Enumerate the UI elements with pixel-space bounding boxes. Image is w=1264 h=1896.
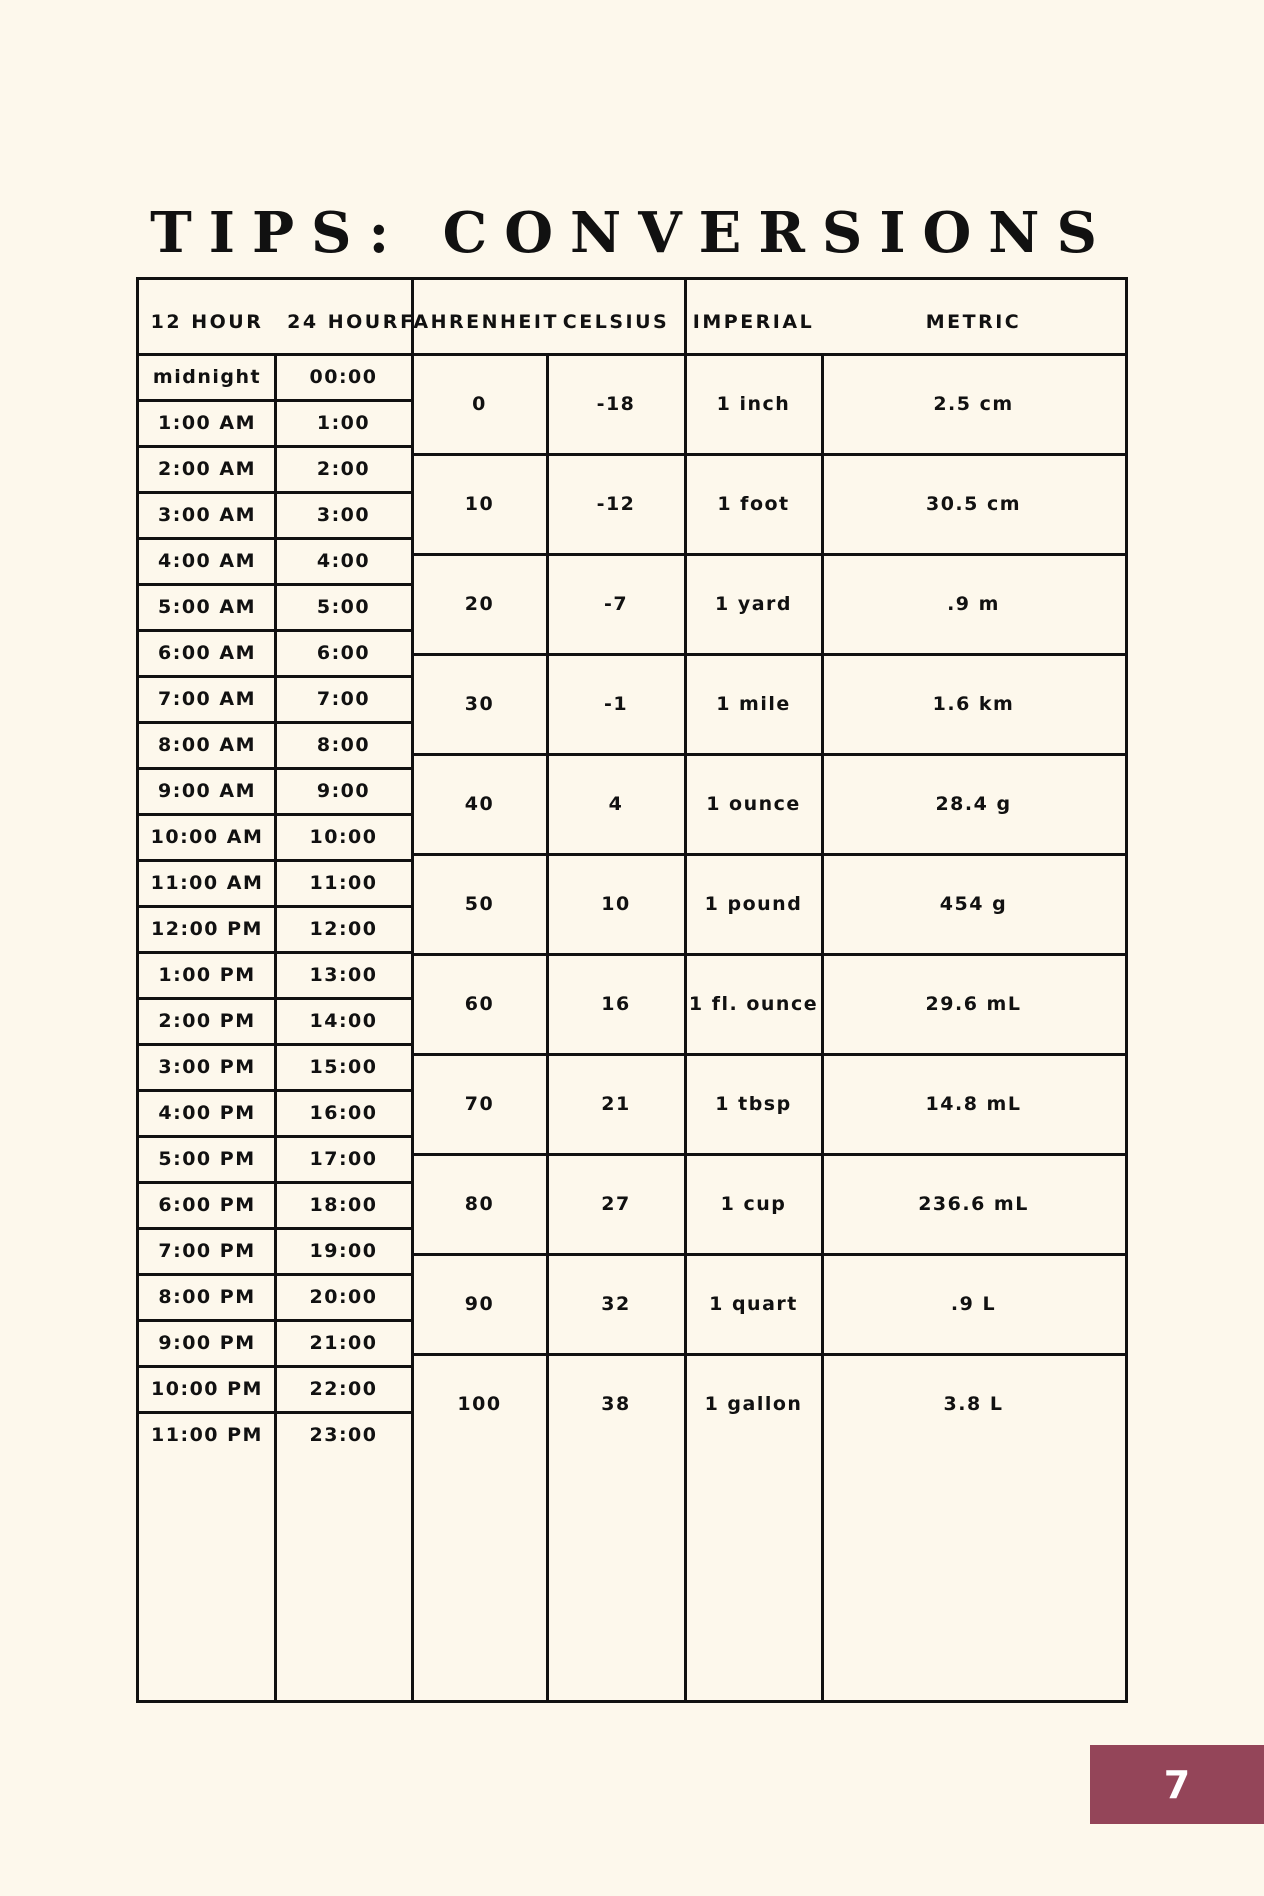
- imperial-cell: 1 gallon: [704, 1393, 803, 1415]
- fahrenheit-cell: 80: [464, 1193, 495, 1215]
- time-24-hour-cell: 16:00: [309, 1102, 378, 1124]
- time-24-hour-cell: 22:00: [309, 1378, 378, 1400]
- time-12-hour-cell: 12:00 PM: [151, 918, 263, 940]
- time-24-hour-cell: 14:00: [309, 1010, 378, 1032]
- metric-cell: .9 L: [950, 1293, 997, 1315]
- time-12-hour-cell: 6:00 PM: [158, 1194, 256, 1216]
- metric-cell: 28.4 g: [935, 793, 1012, 815]
- imperial-cell: 1 yard: [714, 593, 792, 615]
- imperial-cell: 1 fl. ounce: [688, 993, 819, 1015]
- time-24-hour-cell: 12:00: [309, 918, 378, 940]
- time-12-hour-cell: 4:00 PM: [158, 1102, 256, 1124]
- celsius-cell: 16: [601, 993, 631, 1015]
- metric-cell: 236.6 mL: [918, 1193, 1029, 1215]
- metric-cell: 30.5 cm: [925, 493, 1022, 515]
- time-24-hour-cell: 20:00: [309, 1286, 378, 1308]
- time-12-hour-cell: 7:00 AM: [158, 688, 256, 710]
- imperial-cell: 1 cup: [720, 1193, 787, 1215]
- celsius-cell: -12: [596, 493, 636, 515]
- time-12-hour-cell: 3:00 PM: [158, 1056, 256, 1078]
- fahrenheit-cell: 20: [464, 593, 495, 615]
- metric-cell: .9 m: [947, 593, 1000, 615]
- imperial-cell: 1 mile: [716, 693, 791, 715]
- time-24-hour-cell: 1:00: [316, 412, 371, 434]
- fahrenheit-cell: 50: [464, 893, 495, 915]
- column-header: CELSIUS: [562, 311, 670, 333]
- metric-cell: 1.6 km: [932, 693, 1015, 715]
- column-header: METRIC: [925, 311, 1022, 333]
- metric-cell: 29.6 mL: [925, 993, 1022, 1015]
- imperial-cell: 1 ounce: [706, 793, 801, 815]
- fahrenheit-cell: 40: [464, 793, 495, 815]
- celsius-cell: 32: [601, 1293, 631, 1315]
- celsius-cell: 4: [608, 793, 624, 815]
- column-header: FAHRENHEIT: [400, 311, 559, 333]
- time-24-hour-cell: 5:00: [316, 596, 371, 618]
- time-12-hour-cell: 10:00 PM: [151, 1378, 263, 1400]
- fahrenheit-cell: 70: [464, 1093, 495, 1115]
- column-header: IMPERIAL: [692, 311, 815, 333]
- time-12-hour-cell: 11:00 PM: [151, 1424, 263, 1446]
- time-12-hour-cell: 3:00 AM: [158, 504, 256, 526]
- celsius-cell: -18: [596, 393, 636, 415]
- celsius-cell: -1: [603, 693, 629, 715]
- time-24-hour-cell: 18:00: [309, 1194, 378, 1216]
- time-24-hour-cell: 15:00: [309, 1056, 378, 1078]
- imperial-cell: 1 tbsp: [715, 1093, 792, 1115]
- metric-cell: 454 g: [939, 893, 1008, 915]
- time-24-hour-cell: 13:00: [309, 964, 378, 986]
- time-24-hour-cell: 9:00: [316, 780, 371, 802]
- celsius-cell: 27: [601, 1193, 631, 1215]
- time-24-hour-cell: 17:00: [309, 1148, 378, 1170]
- column-header: 24 HOUR: [287, 311, 400, 333]
- time-24-hour-cell: 6:00: [316, 642, 371, 664]
- time-12-hour-cell: 1:00 AM: [158, 412, 256, 434]
- page-number-badge: 7: [1090, 1745, 1264, 1824]
- metric-cell: 14.8 mL: [925, 1093, 1022, 1115]
- time-12-hour-cell: 4:00 AM: [158, 550, 256, 572]
- fahrenheit-cell: 10: [464, 493, 495, 515]
- conversions-table: [136, 277, 1128, 1703]
- fahrenheit-cell: 30: [464, 693, 495, 715]
- time-24-hour-cell: 23:00: [309, 1424, 378, 1446]
- page-title: TIPS: CONVERSIONS: [150, 200, 1114, 266]
- time-12-hour-cell: 2:00 AM: [158, 458, 256, 480]
- time-12-hour-cell: 5:00 AM: [158, 596, 256, 618]
- celsius-cell: -7: [603, 593, 629, 615]
- time-12-hour-cell: 6:00 AM: [158, 642, 256, 664]
- time-24-hour-cell: 10:00: [309, 826, 378, 848]
- time-12-hour-cell: 1:00 PM: [158, 964, 256, 986]
- time-12-hour-cell: midnight: [152, 366, 262, 388]
- time-12-hour-cell: 10:00 AM: [150, 826, 264, 848]
- time-24-hour-cell: 7:00: [316, 688, 371, 710]
- time-24-hour-cell: 4:00: [316, 550, 371, 572]
- time-12-hour-cell: 8:00 AM: [158, 734, 256, 756]
- time-24-hour-cell: 8:00: [316, 734, 371, 756]
- metric-cell: 2.5 cm: [933, 393, 1014, 415]
- time-12-hour-cell: 9:00 AM: [158, 780, 256, 802]
- imperial-cell: 1 foot: [717, 493, 790, 515]
- time-24-hour-cell: 2:00: [316, 458, 371, 480]
- time-12-hour-cell: 5:00 PM: [158, 1148, 256, 1170]
- imperial-cell: 1 pound: [704, 893, 803, 915]
- imperial-cell: 1 quart: [709, 1293, 798, 1315]
- time-24-hour-cell: 19:00: [309, 1240, 378, 1262]
- time-24-hour-cell: 11:00: [309, 872, 378, 894]
- time-12-hour-cell: 8:00 PM: [158, 1286, 256, 1308]
- time-12-hour-cell: 9:00 PM: [158, 1332, 256, 1354]
- fahrenheit-cell: 60: [464, 993, 495, 1015]
- fahrenheit-cell: 0: [472, 393, 487, 415]
- metric-cell: 3.8 L: [943, 1393, 1004, 1415]
- column-header: 12 HOUR: [150, 311, 264, 333]
- time-12-hour-cell: 2:00 PM: [158, 1010, 256, 1032]
- time-24-hour-cell: 00:00: [309, 366, 378, 388]
- celsius-cell: 10: [601, 893, 631, 915]
- time-24-hour-cell: 21:00: [309, 1332, 378, 1354]
- time-12-hour-cell: 7:00 PM: [158, 1240, 256, 1262]
- time-12-hour-cell: 11:00 AM: [150, 872, 264, 894]
- fahrenheit-cell: 90: [464, 1293, 495, 1315]
- celsius-cell: 38: [601, 1393, 631, 1415]
- imperial-cell: 1 inch: [716, 393, 791, 415]
- celsius-cell: 21: [601, 1093, 631, 1115]
- fahrenheit-cell: 100: [457, 1393, 502, 1415]
- time-24-hour-cell: 3:00: [316, 504, 371, 526]
